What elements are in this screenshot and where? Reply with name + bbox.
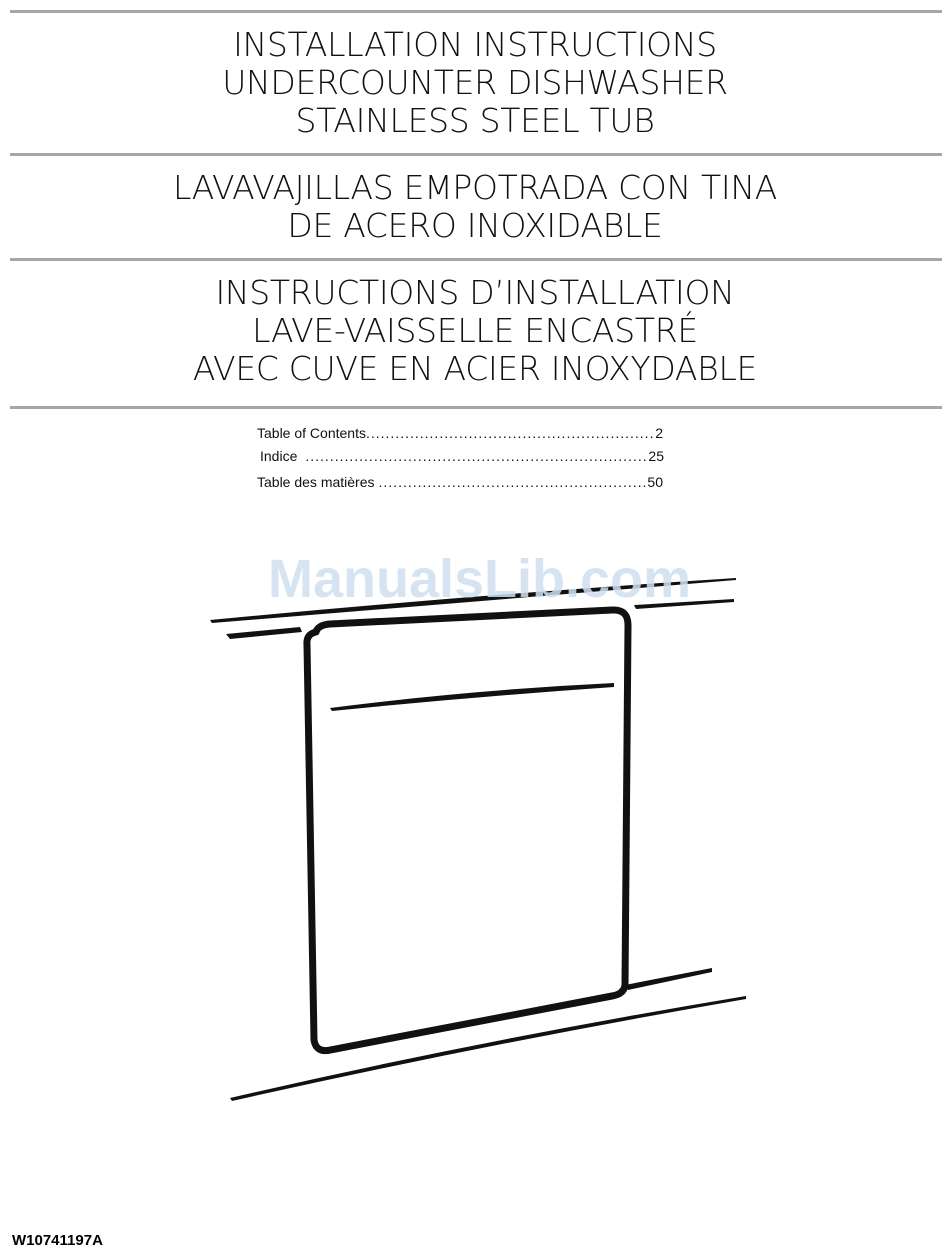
english-title-line-1: INSTALLATION INSTRUCTIONS: [233, 25, 717, 64]
french-title-line-3: AVEC CUVE EN ACIER INOXYDABLE: [192, 349, 758, 388]
english-title-line-2: UNDERCOUNTER DISHWASHER: [222, 63, 728, 102]
toc-label: Indice: [260, 448, 298, 464]
toe-kick-line-upper: [625, 968, 712, 990]
toc-page-number: 2: [655, 425, 663, 441]
control-panel-line: [330, 683, 614, 711]
toc-page-number: 50: [647, 474, 663, 490]
toc-label: Table des matières: [257, 474, 375, 490]
spanish-title-line-1: LAVAVAJILLAS EMPOTRADA CON TINA: [172, 168, 778, 207]
french-title-line-1: INSTRUCTIONS D’INSTALLATION: [215, 273, 735, 312]
toc-label: Table of Contents: [257, 425, 366, 441]
spanish-title-line-2: DE ACERO INOXIDABLE: [287, 206, 663, 245]
toc-page-number: 25: [648, 448, 664, 464]
document-number: W10741197A: [12, 1232, 103, 1249]
english-title-line-3: STAINLESS STEEL TUB: [295, 101, 655, 140]
toe-kick-line-lower: [230, 996, 746, 1101]
countertop-line-left: [226, 627, 302, 639]
dishwasher-door-outline: [307, 610, 628, 1051]
watermark: ManualsLib.com: [268, 549, 692, 609]
french-title-line-2: LAVE-VAISSELLE ENCASTRÉ: [252, 311, 698, 350]
